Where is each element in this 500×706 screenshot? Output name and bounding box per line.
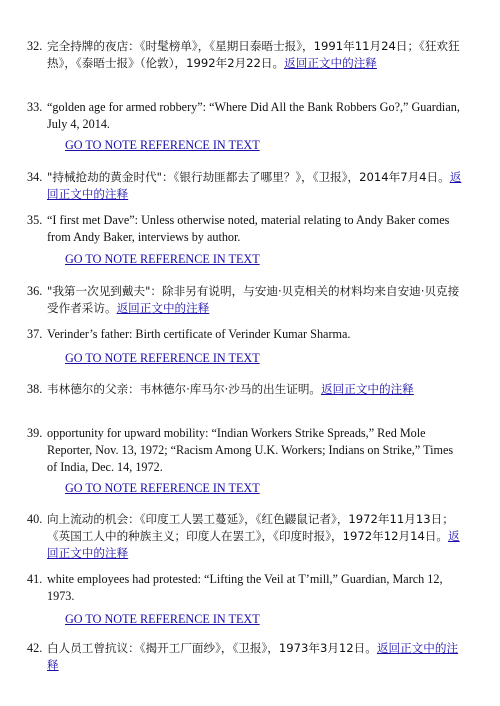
note-number: 32. — [27, 39, 43, 53]
note-number: 36. — [27, 284, 43, 298]
back-to-text-link[interactable]: 返回正文中的注释 — [116, 301, 210, 315]
note-text: opportunity for upward mobility: “Indian Workers Strike Spreads,” Red Mole Reporter, Nov. 13, 1972; “Racism Among U.K. Workers; Indians on Strike,” Times of India, Dec. 14, 1972. — [47, 426, 454, 474]
back-to-text-link[interactable]: 返回正文中的注释 — [47, 170, 462, 201]
note-text: 完全持牌的夜店：《时髦榜单》，《星期日泰晤士报》，1991年11月24日；《狂欢狂热》，《泰晤士报》（伦敦），1992年2月22日。 — [47, 39, 460, 70]
note-text: white employees had protested: “Lifting the Veil at T’mill,” Guardian, March 12, 1973. — [47, 572, 443, 603]
note-41 — [27, 571, 462, 605]
back-to-text-link[interactable]: 返回正文中的注释 — [47, 641, 459, 672]
note-36 — [27, 283, 462, 317]
note-text: 韦林德尔的父亲：韦林德尔·库马尔·沙马的出生证明。 — [47, 382, 322, 396]
go-to-note-reference-link[interactable]: GO TO NOTE REFERENCE IN TEXT — [65, 252, 260, 266]
go-to-note-reference-link[interactable]: GO TO NOTE REFERENCE IN TEXT — [65, 612, 260, 626]
note-text: “I first met Dave”: Unless otherwise noted, material relating to Andy Baker comes from Andy Baker, interviews by author. — [47, 213, 450, 244]
note-42 — [27, 640, 462, 674]
note-number: 41. — [27, 572, 43, 586]
note-number: 38. — [27, 382, 43, 396]
note-39 — [27, 425, 462, 476]
note-34 — [27, 169, 462, 203]
note-number: 40. — [27, 512, 43, 526]
go-to-note-reference-link[interactable]: GO TO NOTE REFERENCE IN TEXT — [65, 481, 260, 495]
back-to-text-link[interactable]: 返回正文中的注释 — [47, 529, 460, 560]
note-text: 向上流动的机会：《印度工人罢工蔓延》，《红色鼹鼠记者》，1972年11月13日；《英国工人中的种族主义；印度人在罢工》，《印度时报》，1972年12月14日。 — [47, 512, 454, 543]
note-text: 白人员工曾抗议：《揭开工厂面纱》，《卫报》，1973年3月12日。 — [47, 641, 377, 655]
note-text: Verinder’s father: Birth certificate of Verinder Kumar Sharma. — [47, 327, 351, 341]
note-33 — [27, 99, 462, 133]
go-to-note-reference-link[interactable]: GO TO NOTE REFERENCE IN TEXT — [65, 351, 260, 365]
note-number: 37. — [27, 327, 43, 341]
note-35 — [27, 212, 462, 246]
note-number: 33. — [27, 100, 43, 114]
note-32 — [27, 38, 462, 72]
note-number: 34. — [27, 170, 43, 184]
note-number: 35. — [27, 213, 43, 227]
note-text: "持械抢劫的黄金时代"：《银行劫匪都去了哪里？》，《卫报》，2014年7月4日。 — [47, 170, 450, 184]
note-number: 39. — [27, 426, 43, 440]
note-text: "我第一次见到戴夫"：除非另有说明，与安迪·贝克相关的材料均来自安迪·贝克接受作者采访。 — [47, 284, 460, 315]
note-text: “golden age for armed robbery”: “Where Did All the Bank Robbers Go?,” Guardian, July 4, 2014. — [47, 100, 460, 131]
note-38 — [27, 381, 462, 398]
back-to-text-link[interactable]: 返回正文中的注释 — [284, 56, 377, 70]
back-to-text-link[interactable]: 返回正文中的注释 — [321, 382, 414, 396]
note-40 — [27, 511, 462, 562]
go-to-note-reference-link[interactable]: GO TO NOTE REFERENCE IN TEXT — [65, 138, 260, 152]
note-number: 42. — [27, 641, 43, 655]
note-37 — [27, 326, 462, 343]
